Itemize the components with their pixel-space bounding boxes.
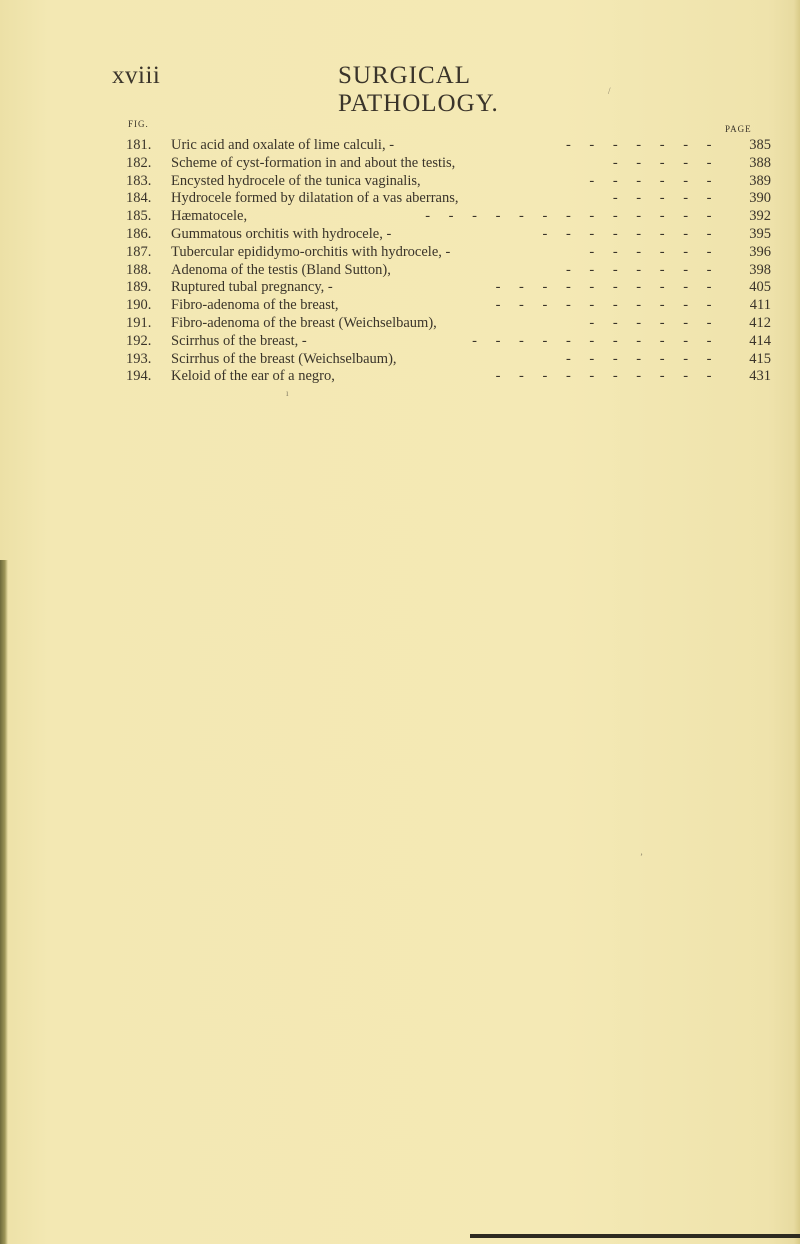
leader-dots: - - - - - - -: [565, 137, 719, 153]
page-bottom-edge: [470, 1234, 800, 1238]
list-entry-184: [126, 190, 771, 208]
leader-dots: - - - - - -: [589, 314, 719, 331]
page-number: 414: [749, 332, 771, 349]
paper-speck: ı: [286, 388, 289, 398]
figure-title: Hydrocele formed by dilatation of a vas aberrans,: [171, 190, 459, 207]
figure-number: 193.: [126, 350, 152, 367]
leader-dots: - - - - - - - - - -: [495, 279, 719, 296]
page-number: 390: [749, 190, 771, 207]
list-entry-188: [126, 262, 771, 280]
figure-title: Tubercular epididymo-orchitis with hydrocele, -: [171, 243, 451, 260]
figure-number: 190.: [126, 297, 152, 314]
figure-title: Uric acid and oxalate of lime calculi, -: [171, 137, 395, 153]
figure-number: 192.: [126, 332, 152, 349]
figure-number: 185.: [126, 208, 152, 225]
list-entry-190: [126, 297, 771, 315]
leader-dots: - - - - - -: [589, 243, 719, 260]
figure-number: 191.: [126, 314, 152, 331]
figure-title: Hæmatocele,: [171, 208, 248, 225]
page-number: 385: [749, 137, 771, 153]
figure-title: Gummatous orchitis with hydrocele, -: [171, 225, 392, 242]
list-entry-185: [126, 208, 771, 226]
leader-dots: - - - - - - -: [565, 350, 719, 367]
page-column-label: PAGE: [725, 124, 752, 134]
figure-number: 187.: [126, 243, 152, 260]
list-entry-182: [126, 155, 771, 173]
leader-dots: - - - - -: [612, 154, 719, 171]
page-number: 405: [749, 279, 771, 296]
paper-speck: /: [608, 86, 611, 96]
leader-dots: - - - - - - - - - - -: [472, 332, 719, 349]
page-number: 392: [749, 208, 771, 225]
fig-column-label: FIG.: [128, 119, 149, 129]
figure-number: 189.: [126, 279, 152, 296]
page-left-edge-shadow: [0, 560, 8, 1244]
figure-title: Scheme of cyst-formation in and about the testis,: [171, 154, 456, 171]
page-number: 412: [749, 314, 771, 331]
page-right-edge-shadow: [794, 0, 800, 1244]
list-entry-192: [126, 333, 771, 351]
list-entry-181: [126, 137, 771, 155]
page-number: 389: [749, 172, 771, 189]
leader-dots: - - - - - - - -: [542, 225, 719, 242]
page-folio: xviii: [112, 62, 161, 89]
page-number: 415: [749, 350, 771, 367]
figure-title: Ruptured tubal pregnancy, -: [171, 279, 333, 296]
figure-title: Encysted hydrocele of the tunica vaginalis,: [171, 172, 421, 189]
running-title: SURGICAL PATHOLOGY.: [338, 62, 499, 117]
list-entry-193: [126, 351, 771, 369]
illustration-list: [126, 137, 771, 386]
figure-title: Scirrhus of the breast, -: [171, 332, 307, 349]
leader-dots: - - - - - - - - - -: [495, 368, 719, 385]
page-number: 431: [749, 368, 771, 385]
page-number: 395: [749, 225, 771, 242]
running-header: [112, 62, 632, 117]
figure-number: 188.: [126, 261, 152, 278]
figure-number: 184.: [126, 190, 152, 207]
figure-number: 181.: [126, 137, 152, 153]
list-entry-186: [126, 226, 771, 244]
figure-title: Scirrhus of the breast (Weichselbaum),: [171, 350, 397, 367]
leader-dots: - - - - - -: [589, 172, 719, 189]
page-number: 411: [749, 297, 771, 314]
page-number: 388: [749, 154, 771, 171]
page-number: 396: [749, 243, 771, 260]
figure-number: 194.: [126, 368, 152, 385]
list-entry-183: [126, 173, 771, 191]
page-number: 398: [749, 261, 771, 278]
list-entry-191: [126, 315, 771, 333]
list-entry-189: [126, 279, 771, 297]
figure-number: 183.: [126, 172, 152, 189]
figure-title: Fibro-adenoma of the breast,: [171, 297, 339, 314]
list-entry-194: [126, 368, 771, 386]
figure-title: Adenoma of the testis (Bland Sutton),: [171, 261, 391, 278]
leader-dots: - - - - - - - - - - - - -: [425, 208, 719, 225]
list-entry-187: [126, 244, 771, 262]
leader-dots: - - - - - - -: [565, 261, 719, 278]
figure-number: 186.: [126, 225, 152, 242]
figure-title: Keloid of the ear of a negro,: [171, 368, 335, 385]
leader-dots: - - - - - - - - - -: [495, 297, 719, 314]
paper-speck: ʼ: [640, 852, 643, 862]
figure-title: Fibro-adenoma of the breast (Weichselbaum),: [171, 314, 437, 331]
leader-dots: - - - - -: [612, 190, 719, 207]
figure-number: 182.: [126, 154, 152, 171]
